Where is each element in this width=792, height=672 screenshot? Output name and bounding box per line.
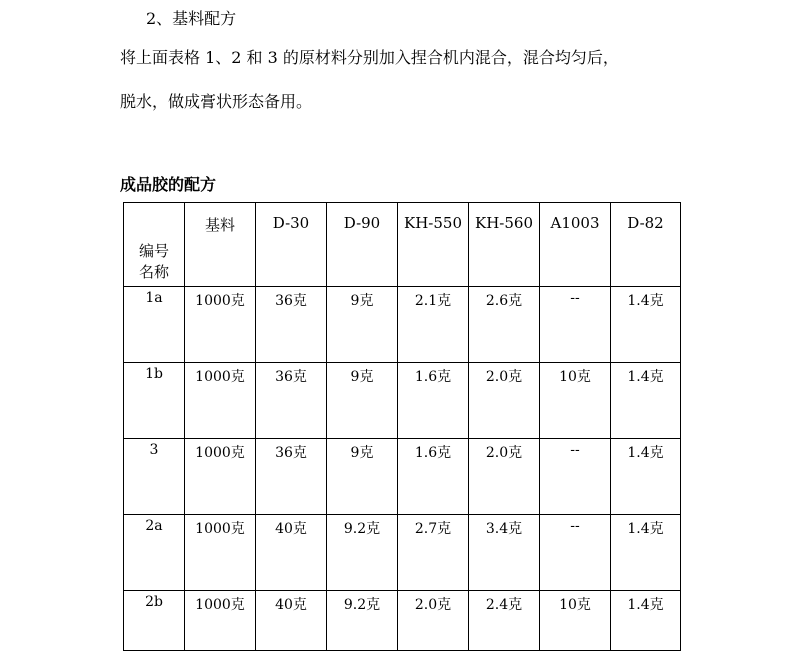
table-row (124, 515, 681, 591)
table-cell: 36克 (256, 287, 327, 363)
column-header: D-30 (256, 203, 327, 287)
table-cell: 1000克 (185, 287, 256, 363)
row-id-cell: 1a (124, 287, 185, 363)
table-cell: 1000克 (185, 439, 256, 515)
table-cell: -- (540, 515, 611, 591)
table-row (124, 439, 681, 515)
table-cell: 1.6克 (398, 363, 469, 439)
table-cell: 2.0克 (398, 591, 469, 651)
recipe-table (123, 202, 681, 651)
table-cell: 2.0克 (469, 439, 540, 515)
row-id-cell: 2b (124, 591, 185, 651)
row-id-cell: 3 (124, 439, 185, 515)
table-cell: 1.4克 (611, 591, 681, 651)
corner-header-cell (124, 203, 185, 287)
table-cell: 40克 (256, 515, 327, 591)
column-header: KH-550 (398, 203, 469, 287)
table-cell: 3.4克 (469, 515, 540, 591)
column-header: D-82 (611, 203, 681, 287)
table-cell: 2.0克 (469, 363, 540, 439)
column-header: D-90 (327, 203, 398, 287)
table-cell: 10克 (540, 363, 611, 439)
table-cell: 2.4克 (469, 591, 540, 651)
table-cell: 2.7克 (398, 515, 469, 591)
table-cell: 1000克 (185, 363, 256, 439)
table-row (124, 591, 681, 651)
row-id-cell: 2a (124, 515, 185, 591)
table-cell: 1.4克 (611, 439, 681, 515)
table-cell: 1.6克 (398, 439, 469, 515)
corner-label-name: 名称 (138, 263, 169, 281)
table-title: 成品胶的配方 (120, 175, 217, 194)
table-cell: 1000克 (185, 515, 256, 591)
table-header-row (124, 203, 681, 287)
row-id-cell: 1b (124, 363, 185, 439)
table-cell: 10克 (540, 591, 611, 651)
table-cell: 9.2克 (327, 515, 398, 591)
column-header: KH-560 (469, 203, 540, 287)
table-cell: 9克 (327, 439, 398, 515)
table-cell: 1.4克 (611, 287, 681, 363)
table-cell: 9.2克 (327, 591, 398, 651)
column-header: 基料 (185, 203, 256, 287)
table-cell: 36克 (256, 363, 327, 439)
table-cell: 2.6克 (469, 287, 540, 363)
table-cell: 2.1克 (398, 287, 469, 363)
table-row (124, 287, 681, 363)
table-row (124, 363, 681, 439)
table-cell: 9克 (327, 287, 398, 363)
paragraph-line-2: 脱水，做成膏状形态备用。 (120, 92, 313, 111)
table-cell: -- (540, 439, 611, 515)
table-cell: 40克 (256, 591, 327, 651)
table-cell: 1000克 (185, 591, 256, 651)
corner-label-code: 编号 (138, 242, 169, 260)
paragraph-line-1: 将上面表格 1、2 和 3 的原材料分别加入捏合机内混合，混合均匀后， (120, 48, 619, 67)
table-cell: 1.4克 (611, 515, 681, 591)
section-heading: 2、基料配方 (146, 9, 237, 28)
column-header: A1003 (540, 203, 611, 287)
table-cell: 36克 (256, 439, 327, 515)
table-cell: 1.4克 (611, 363, 681, 439)
table-cell: -- (540, 287, 611, 363)
table-cell: 9克 (327, 363, 398, 439)
